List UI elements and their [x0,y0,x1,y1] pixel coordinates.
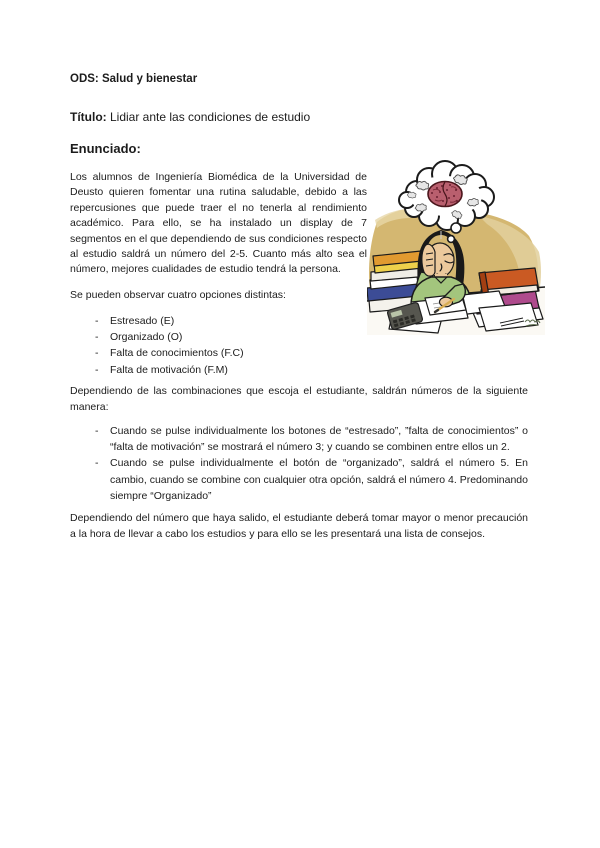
option-label: Falta de motivación (F.M) [110,363,228,376]
option-label: Organizado (O) [110,331,183,344]
list-item [70,423,528,456]
intro-paragraph: Los alumnos de Ingeniería Biomédica de la Universidad de Deusto quieren fomentar una rutina saludable, debido a las repercusiones que puede traer el no tenerla al rendimiento académico. Para ello, se ha instalado un display de 7 segmentos en el que dependiendo de sus condiciones respecto al estudio saldrá un número del 2-5. Cuanto más alto sea el número, mejores cualidades de estudio tendrá la persona. [70,171,367,276]
bullet-marker: - [95,363,99,376]
list-item [70,362,528,378]
bullet-marker: - [95,457,99,470]
combinations-paragraph: Dependiendo de las combinaciones que escoja el estudiante, saldrán números de la siguiente manera: [70,385,528,414]
list-item [70,455,528,504]
list-item [70,313,367,329]
ods-heading: ODS: Salud y bienestar [70,73,198,85]
options-intro: Se pueden observar cuatro opciones distintas: [70,288,286,301]
stressed-student-studying-illustration [367,160,545,335]
enunciado-heading: Enunciado: [70,141,141,156]
title-value: Lidiar ante las condiciones de estudio [110,110,311,124]
bullet-marker: - [95,331,99,344]
list-item [70,345,528,361]
outro-paragraph: Dependiendo del número que haya salido, el estudiante deberá tomar mayor o menor precaución a la hora de llevar a cabo los estudios y para ello se les presentará una lista de consejos. [70,512,528,541]
rule-text: Cuando se pulse individualmente los botones de “estresado”, ”falta de conocimientos” o “falta de motivación” se mostrará el número 3; y cuando se combinen entre ellos un 2. [110,424,528,453]
option-label: Falta de conocimientos (F.C) [110,347,244,360]
brain-icon [428,182,462,207]
list-item [70,329,367,345]
bullet-marker: - [95,347,99,360]
title-label: Título: [70,110,107,124]
option-label: Estresado (E) [110,314,175,327]
bullet-marker: - [95,424,99,437]
bullet-marker: - [95,314,99,327]
rule-text: Cuando se pulse individualmente el botón de “organizado”, saldrá el número 5. En cambio, cuando se combine con cualquier otra opción, saldrá el número 4. Predominando siempre “Organizado” [110,457,528,502]
rules-list [70,423,528,504]
title-line [70,110,528,125]
